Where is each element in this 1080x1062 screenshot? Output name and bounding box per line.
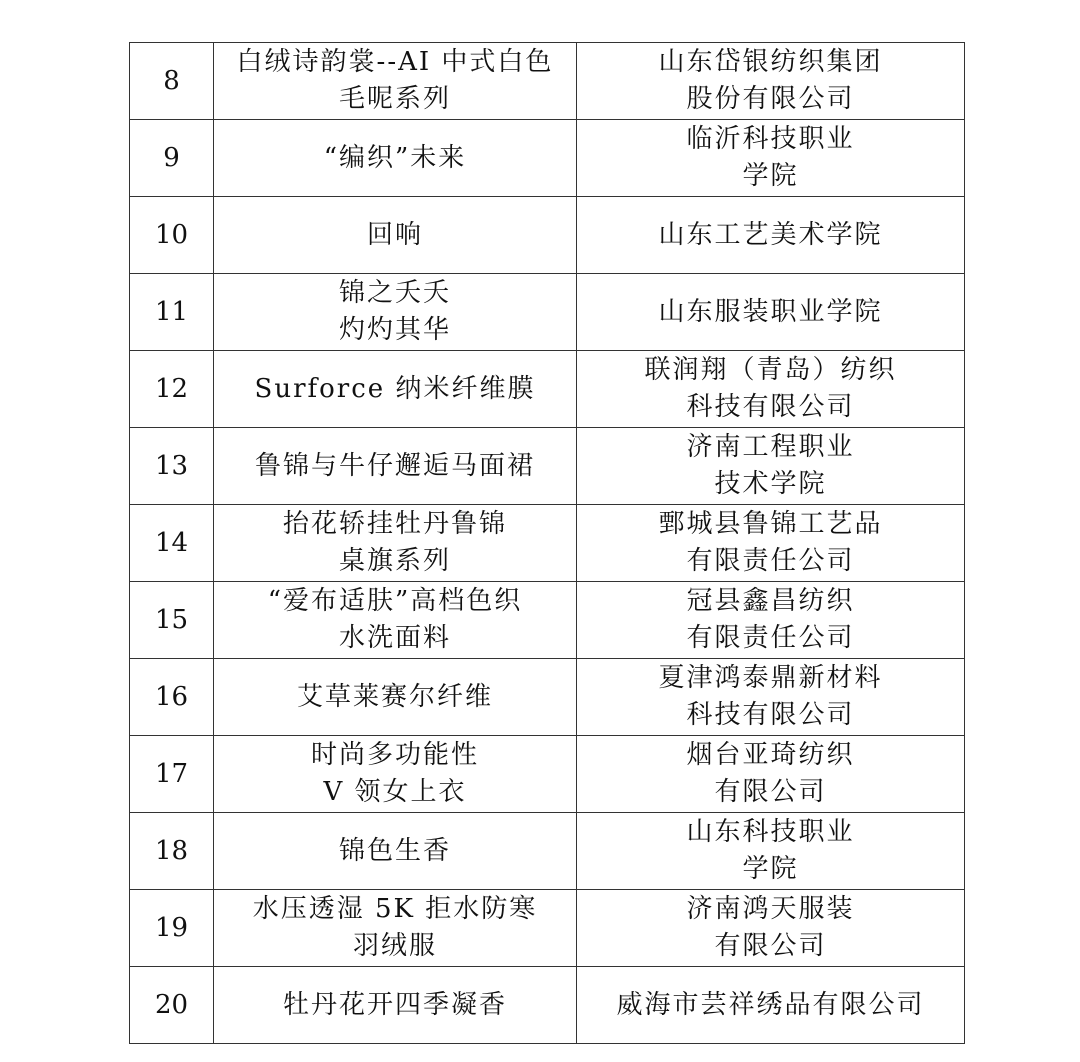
product-name-cell xyxy=(214,890,577,967)
row-number-cell xyxy=(130,43,214,120)
product-name-line: 灼灼其华 xyxy=(338,315,451,345)
product-name-line: 回响 xyxy=(366,219,423,250)
row-number-cell xyxy=(130,582,214,659)
table-body xyxy=(130,43,965,1044)
organization-line: 联润翔（青岛）纺织 xyxy=(644,355,897,385)
organization-cell xyxy=(577,274,965,351)
organization-line: 鄄城县鲁锦工艺品 xyxy=(658,509,883,539)
row-number-cell xyxy=(130,428,214,505)
product-name-line: 抬花轿挂牡丹鲁锦 xyxy=(282,509,507,539)
organization-line: 济南鸿天服装 xyxy=(686,894,855,924)
row-number-cell xyxy=(130,659,214,736)
row-number: 14 xyxy=(154,527,189,558)
row-number: 20 xyxy=(154,989,189,1020)
organization-line: 股份有限公司 xyxy=(686,84,855,114)
product-name-cell xyxy=(214,428,577,505)
product-name-line: 桌旗系列 xyxy=(338,546,451,576)
product-name-cell xyxy=(214,120,577,197)
product-name-line: 鲁锦与牛仔邂逅马面裙 xyxy=(254,450,535,481)
row-number: 16 xyxy=(154,681,189,712)
product-name-line: “爱布适肤”高档色织 xyxy=(267,586,523,616)
organization-line: 威海市芸祥绣品有限公司 xyxy=(616,989,925,1020)
product-name-cell xyxy=(214,967,577,1044)
row-number: 13 xyxy=(154,450,189,481)
organization-line: 山东科技职业 xyxy=(686,817,855,847)
row-number-cell xyxy=(130,120,214,197)
product-name-cell xyxy=(214,736,577,813)
organization-line: 学院 xyxy=(742,161,799,191)
table-row xyxy=(130,351,965,428)
organization-line: 夏津鸿泰鼎新材料 xyxy=(658,663,883,693)
organization-cell xyxy=(577,428,965,505)
product-name-line: 艾草莱赛尔纤维 xyxy=(296,681,493,712)
row-number-cell xyxy=(130,197,214,274)
product-name-line: 时尚多功能性 xyxy=(310,740,479,770)
table-row xyxy=(130,582,965,659)
organization-cell xyxy=(577,582,965,659)
product-name-line: 羽绒服 xyxy=(352,931,437,961)
organization-line: 烟台亚琦纺织 xyxy=(686,740,855,770)
table-row xyxy=(130,43,965,120)
organization-cell xyxy=(577,43,965,120)
product-name-cell xyxy=(214,274,577,351)
row-number: 15 xyxy=(154,604,189,635)
table-row xyxy=(130,197,965,274)
organization-line: 有限公司 xyxy=(714,777,827,807)
row-number-cell xyxy=(130,967,214,1044)
table-row xyxy=(130,736,965,813)
award-list-table xyxy=(129,42,965,1044)
row-number: 19 xyxy=(154,912,189,943)
row-number-cell xyxy=(130,505,214,582)
row-number-cell xyxy=(130,736,214,813)
row-number-cell xyxy=(130,274,214,351)
organization-line: 冠县鑫昌纺织 xyxy=(686,586,855,616)
product-name-cell xyxy=(214,659,577,736)
product-name-line: 锦之夭夭 xyxy=(338,278,451,308)
row-number: 9 xyxy=(163,142,180,173)
table-row xyxy=(130,505,965,582)
table-row xyxy=(130,890,965,967)
table-row xyxy=(130,120,965,197)
organization-line: 有限公司 xyxy=(714,931,827,961)
organization-line: 济南工程职业 xyxy=(686,432,855,462)
product-name-cell xyxy=(214,351,577,428)
product-name-cell xyxy=(214,197,577,274)
row-number: 11 xyxy=(154,296,189,327)
organization-line: 学院 xyxy=(742,854,799,884)
row-number: 10 xyxy=(154,219,189,250)
product-name-cell xyxy=(214,505,577,582)
organization-line: 科技有限公司 xyxy=(686,392,855,422)
product-name-line: Surforce 纳米纤维膜 xyxy=(254,373,536,404)
product-name-line: 白绒诗韵裳--AI 中式白色 xyxy=(236,47,554,77)
product-name-line: 水洗面料 xyxy=(338,623,451,653)
organization-line: 有限责任公司 xyxy=(686,546,855,576)
organization-cell xyxy=(577,967,965,1044)
row-number-cell xyxy=(130,813,214,890)
organization-line: 技术学院 xyxy=(714,469,827,499)
organization-line: 科技有限公司 xyxy=(686,700,855,730)
product-name-cell xyxy=(214,813,577,890)
table-row xyxy=(130,659,965,736)
table-row xyxy=(130,274,965,351)
row-number: 12 xyxy=(154,373,189,404)
product-name-line: 毛呢系列 xyxy=(338,84,451,114)
organization-line: 山东工艺美术学院 xyxy=(658,219,883,250)
product-name-cell xyxy=(214,582,577,659)
organization-cell xyxy=(577,120,965,197)
row-number: 8 xyxy=(163,65,180,96)
row-number: 17 xyxy=(154,758,189,789)
product-name-line: 锦色生香 xyxy=(338,835,451,866)
row-number: 18 xyxy=(154,835,189,866)
table-row xyxy=(130,428,965,505)
organization-line: 有限责任公司 xyxy=(686,623,855,653)
organization-cell xyxy=(577,197,965,274)
organization-line: 山东服装职业学院 xyxy=(658,296,883,327)
product-name-line: 水压透湿 5K 拒水防寒 xyxy=(252,894,538,924)
product-name-line: V 领女上衣 xyxy=(323,777,467,807)
organization-cell xyxy=(577,351,965,428)
table-row xyxy=(130,813,965,890)
table-row xyxy=(130,967,965,1044)
product-name-line: 牡丹花开四季凝香 xyxy=(282,989,507,1020)
product-name-cell xyxy=(214,43,577,120)
row-number-cell xyxy=(130,351,214,428)
organization-cell xyxy=(577,736,965,813)
organization-line: 山东岱银纺织集团 xyxy=(658,47,883,77)
product-name-line: “编织”未来 xyxy=(323,142,467,173)
organization-cell xyxy=(577,813,965,890)
organization-cell xyxy=(577,505,965,582)
row-number-cell xyxy=(130,890,214,967)
organization-cell xyxy=(577,890,965,967)
organization-cell xyxy=(577,659,965,736)
organization-line: 临沂科技职业 xyxy=(686,124,855,154)
